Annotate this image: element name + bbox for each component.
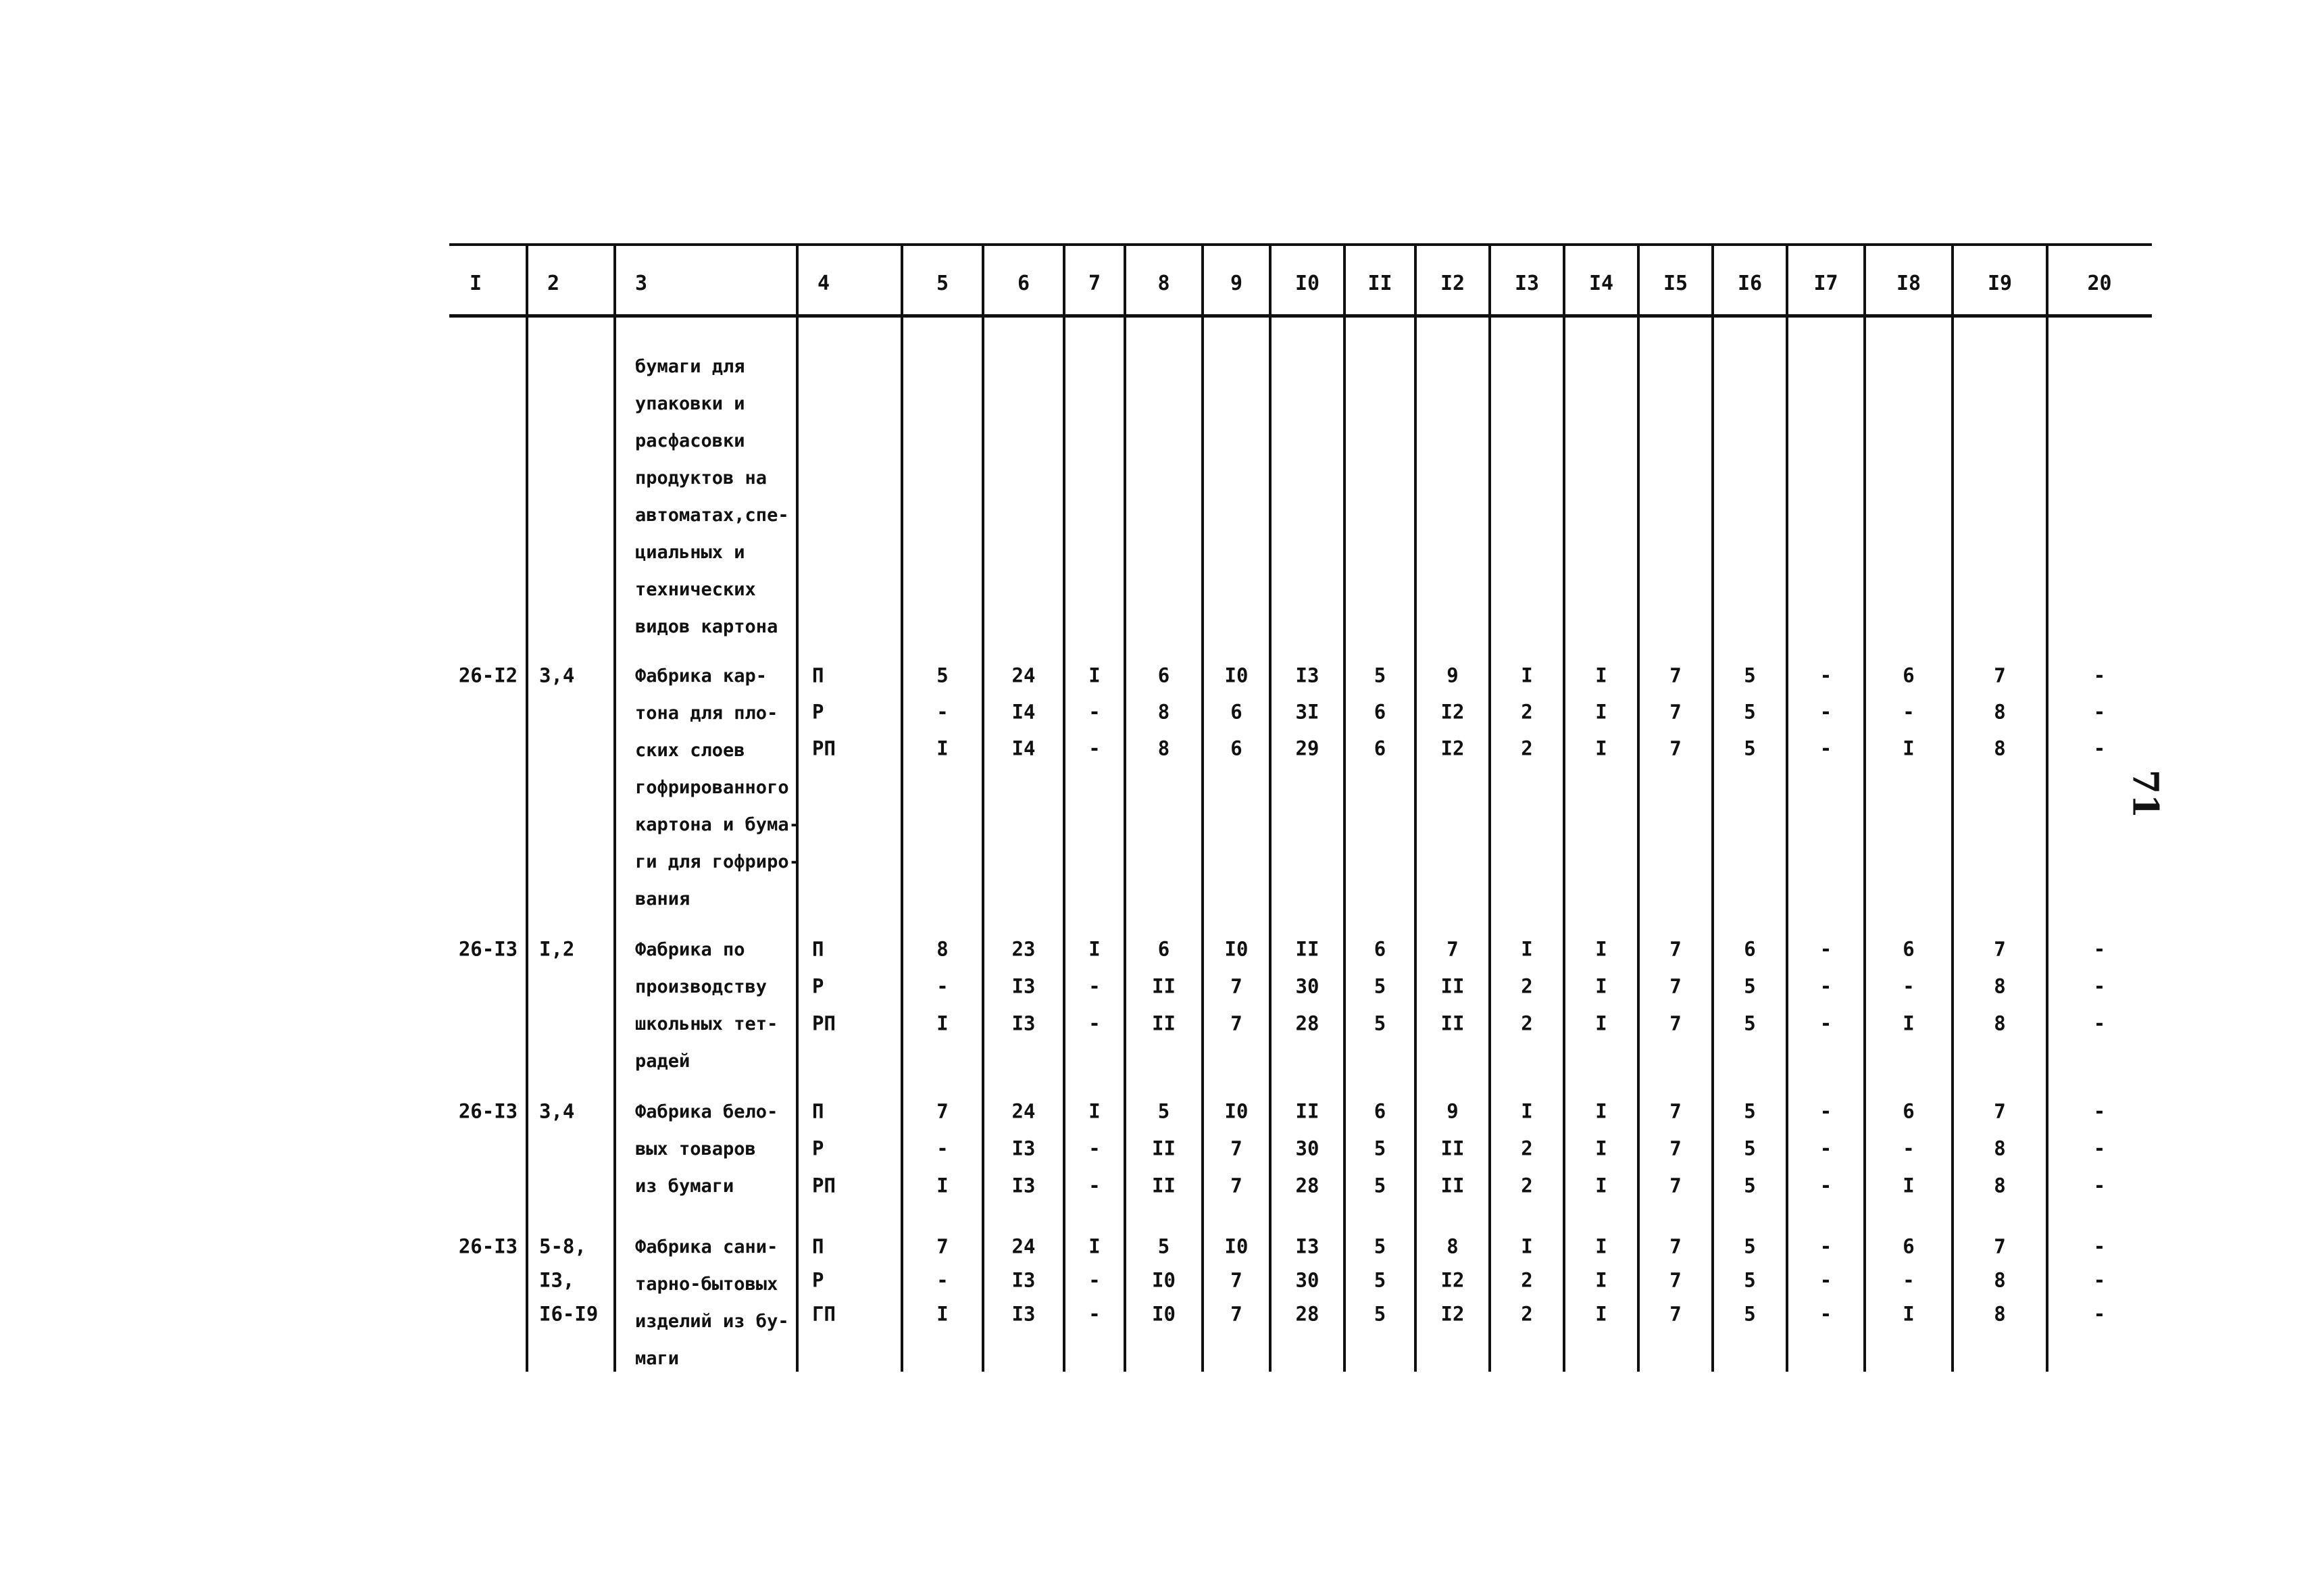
column-header: I2 [1440, 272, 1465, 295]
table-cell: 8 [1994, 700, 2006, 724]
row-group-number: 3,4 [539, 664, 575, 687]
table-cell: 5 [1374, 1012, 1386, 1035]
table-cell: 28 [1295, 1012, 1319, 1035]
table-cell: - [2093, 1174, 2106, 1197]
table-cell: - [936, 1268, 949, 1292]
table-cell: - [1819, 700, 1832, 724]
description-line: изделий из бу- [635, 1311, 789, 1332]
description-line: из бумаги [635, 1176, 734, 1197]
row-code: 26-I3 [458, 1099, 518, 1123]
table-cell: I0 [1224, 1099, 1249, 1123]
table-cell: 8 [1994, 1137, 2006, 1160]
description-line: Фабрика кар- [635, 666, 768, 687]
description-line: радей [635, 1051, 690, 1072]
table-cell: - [2093, 700, 2106, 724]
table-cell: 8 [1994, 1174, 2006, 1197]
table-cell: - [2093, 1268, 2106, 1292]
table-cell: 6 [1903, 664, 1915, 687]
table-cell: I [936, 1302, 949, 1326]
table-cell: - [1903, 1137, 1915, 1160]
table-cell: 2 [1521, 1268, 1533, 1292]
table-cell: 6 [1374, 937, 1386, 961]
table-cell: 5 [1374, 974, 1386, 998]
description-line: расфасовки [635, 430, 745, 451]
table-cell: I0 [1152, 1302, 1176, 1326]
table-cell: II [1440, 1174, 1465, 1197]
table-cell: - [1819, 1268, 1832, 1292]
table-cell: - [1819, 1235, 1832, 1258]
table-cell: I [1521, 937, 1533, 961]
table-cell: I0 [1224, 664, 1249, 687]
table-cell: I4 [1011, 700, 1036, 724]
description-line: маги [635, 1348, 680, 1369]
table-cell: I [1595, 1012, 1607, 1035]
table-cell: I [1595, 1174, 1607, 1197]
table-cell: 6 [1744, 937, 1756, 961]
table-cell: I [1595, 1302, 1607, 1326]
table-cell: 23 [1011, 937, 1036, 961]
table-cell: I [936, 1174, 949, 1197]
table-cell: I2 [1440, 1268, 1465, 1292]
column-divider [1063, 243, 1065, 1372]
row-code: 26-I3 [458, 1235, 518, 1258]
table-cell: - [1819, 737, 1832, 760]
column-header: I0 [1294, 272, 1320, 295]
column-header: 5 [936, 272, 949, 295]
column-divider [2046, 243, 2048, 1372]
row-label: Р [812, 1268, 824, 1292]
table-cell: 5 [1374, 1302, 1386, 1326]
table-cell: - [1903, 1268, 1915, 1292]
table-cell: - [1819, 1012, 1832, 1035]
table-cell: - [1819, 1174, 1832, 1197]
table-cell: 6 [1157, 937, 1170, 961]
table-cell: 6 [1903, 1099, 1915, 1123]
table-cell: 9 [1447, 664, 1459, 687]
row-label: Р [812, 1137, 824, 1160]
table-cell: I [1595, 664, 1607, 687]
table-cell: - [2093, 1137, 2106, 1160]
table-cell: 5 [1157, 1099, 1170, 1123]
table-cell: - [1088, 1174, 1101, 1197]
row-group-number: I,2 [539, 937, 575, 961]
description-line: производству [635, 976, 768, 997]
column-header: 6 [1017, 272, 1030, 295]
description-line: гофрированного [635, 777, 789, 798]
column-header: I4 [1588, 272, 1614, 295]
row-group-number: 5-8, [539, 1235, 586, 1258]
table-cell: I [936, 1012, 949, 1035]
table-cell: 7 [1669, 1137, 1682, 1160]
table-cell: I2 [1440, 737, 1465, 760]
table-cell: II [1440, 1137, 1465, 1160]
table-cell: 5 [1374, 664, 1386, 687]
row-label: РП [812, 737, 836, 760]
table-cell: 5 [1744, 1235, 1756, 1258]
description-line: картона и бума- [635, 814, 800, 835]
table-cell: I [1595, 1137, 1607, 1160]
table-cell: - [1819, 1099, 1832, 1123]
table-cell: 5 [1744, 737, 1756, 760]
table-cell: I [1903, 1302, 1915, 1326]
row-group-number: I6-I9 [539, 1302, 599, 1326]
table-cell: 6 [1230, 700, 1242, 724]
row-group-number: 3,4 [539, 1099, 575, 1123]
table-cell: 7 [1447, 937, 1459, 961]
column-header: 8 [1157, 272, 1170, 295]
row-label: РП [812, 1012, 836, 1035]
description-line: Фабрика бело- [635, 1101, 778, 1122]
table-cell: 6 [1374, 737, 1386, 760]
table-cell: 8 [1994, 737, 2006, 760]
table-cell: 5 [1744, 664, 1756, 687]
table-cell: - [1903, 700, 1915, 724]
table-cell: 24 [1011, 1099, 1036, 1123]
table-cell: 7 [1669, 1174, 1682, 1197]
table-cell: 7 [1230, 974, 1242, 998]
table-cell: 2 [1521, 1302, 1533, 1326]
table-cell: 6 [1157, 664, 1170, 687]
row-label: П [812, 1235, 824, 1258]
column-divider [1711, 243, 1714, 1372]
column-header: I7 [1813, 272, 1838, 295]
table-cell: 30 [1295, 1137, 1319, 1160]
column-header: 2 [547, 272, 560, 295]
table-cell: 24 [1011, 664, 1036, 687]
table-cell: 9 [1447, 1099, 1459, 1123]
table-cell: 5 [1374, 1235, 1386, 1258]
description-line: видов картона [635, 616, 778, 637]
table-cell: 7 [1230, 1012, 1242, 1035]
row-label: Р [812, 700, 824, 724]
description-line: вания [635, 889, 690, 909]
table-cell: 7 [1669, 737, 1682, 760]
table-cell: 29 [1295, 737, 1319, 760]
table-cell: - [1819, 664, 1832, 687]
table-cell: 8 [1994, 1268, 2006, 1292]
table-cell: 5 [1374, 1174, 1386, 1197]
column-header: 4 [818, 272, 830, 295]
description-line: ских слоев [635, 740, 745, 761]
row-label: П [812, 664, 824, 687]
table-cell: I [1903, 1012, 1915, 1035]
column-divider [1414, 243, 1417, 1372]
table-cell: 8 [1447, 1235, 1459, 1258]
column-divider [1863, 243, 1866, 1372]
row-label: Р [812, 974, 824, 998]
table-cell: 5 [1744, 974, 1756, 998]
table-cell: 5 [1744, 1268, 1756, 1292]
column-divider [1488, 243, 1491, 1372]
column-divider [982, 243, 984, 1372]
table-cell: I0 [1224, 1235, 1249, 1258]
column-divider [1786, 243, 1788, 1372]
row-label: ГП [812, 1302, 836, 1326]
table-cell: 30 [1295, 974, 1319, 998]
table-cell: I [1595, 1268, 1607, 1292]
column-divider [1269, 243, 1272, 1372]
table-cell: II [1295, 937, 1319, 961]
table-cell: 2 [1521, 700, 1533, 724]
table-cell: - [1819, 937, 1832, 961]
column-divider [613, 243, 616, 1372]
table-cell: I [1521, 1235, 1533, 1258]
table-cell: 24 [1011, 1235, 1036, 1258]
table-cell: 7 [936, 1099, 949, 1123]
table-cell: 6 [1903, 937, 1915, 961]
table-cell: - [1088, 737, 1101, 760]
table-cell: 8 [1994, 974, 2006, 998]
table-cell: 6 [1374, 700, 1386, 724]
table-cell: 5 [1744, 1012, 1756, 1035]
table-cell: - [2093, 1302, 2106, 1326]
table-cell: 7 [1994, 937, 2006, 961]
column-header: 7 [1088, 272, 1101, 295]
table-cell: 6 [1903, 1235, 1915, 1258]
column-header: 9 [1230, 272, 1243, 295]
table-cell: - [936, 1137, 949, 1160]
table-cell: 7 [1669, 974, 1682, 998]
table-cell: 2 [1521, 1174, 1533, 1197]
column-divider [526, 243, 528, 1372]
table-cell: 28 [1295, 1174, 1319, 1197]
table-cell: - [2093, 1099, 2106, 1123]
table-cell: I [1595, 737, 1607, 760]
table-cell: - [1819, 1137, 1832, 1160]
table-cell: I [1903, 737, 1915, 760]
description-line: ги для гофриро- [635, 851, 800, 872]
table-cell: 7 [1669, 1012, 1682, 1035]
table-cell: I [1595, 1235, 1607, 1258]
table-cell: - [2093, 664, 2106, 687]
row-code: 26-I3 [458, 937, 518, 961]
description-line: циальных и [635, 542, 745, 563]
page-number: 71 [2124, 769, 2166, 819]
table-cell: I3 [1295, 1235, 1319, 1258]
table-cell: II [1152, 1137, 1176, 1160]
table-cell: 8 [1994, 1302, 2006, 1326]
table-cell: - [2093, 1012, 2106, 1035]
table-cell: I3 [1011, 1174, 1036, 1197]
table-cell: I2 [1440, 700, 1465, 724]
table-cell: - [1088, 1012, 1101, 1035]
table-cell: - [936, 700, 949, 724]
table-cell: - [2093, 937, 2106, 961]
row-label: П [812, 937, 824, 961]
table-cell: - [1088, 1302, 1101, 1326]
description-line: технических [635, 579, 756, 600]
table-cell: I [1595, 974, 1607, 998]
table-cell: I [1595, 700, 1607, 724]
table-cell: 7 [1230, 1137, 1242, 1160]
table-cell: 7 [1669, 937, 1682, 961]
table-cell: II [1152, 974, 1176, 998]
table-cell: I3 [1011, 1012, 1036, 1035]
table-cell: II [1440, 1012, 1465, 1035]
table-cell: I [1088, 937, 1101, 961]
column-header: I6 [1737, 272, 1763, 295]
column-header: I3 [1514, 272, 1540, 295]
row-label: РП [812, 1174, 836, 1197]
table-cell: II [1152, 1012, 1176, 1035]
table-cell: 5 [1744, 1099, 1756, 1123]
table-cell: 5 [1744, 1174, 1756, 1197]
description-line: продуктов на [635, 468, 768, 489]
table-cell: 7 [1994, 1099, 2006, 1123]
table-cell: II [1152, 1174, 1176, 1197]
table-cell: 7 [1669, 1268, 1682, 1292]
table-cell: I3 [1011, 1302, 1036, 1326]
table-cell: 8 [1157, 737, 1170, 760]
table-cell: 8 [1994, 1012, 2006, 1035]
table-cell: 7 [1669, 664, 1682, 687]
table-cell: 2 [1521, 1012, 1533, 1035]
column-header: I9 [1987, 272, 2013, 295]
table-cell: 2 [1521, 737, 1533, 760]
column-header: II [1367, 272, 1392, 295]
table-cell: 7 [1669, 700, 1682, 724]
description-line: бумаги для [635, 356, 745, 377]
table-cell: 6 [1374, 1099, 1386, 1123]
row-group-number: I3, [539, 1268, 575, 1292]
table-cell: I [1088, 1235, 1101, 1258]
column-divider [1563, 243, 1565, 1372]
table-cell: - [2093, 1235, 2106, 1258]
table-cell: - [1088, 700, 1101, 724]
table-cell: II [1295, 1099, 1319, 1123]
table-cell: 7 [1994, 1235, 2006, 1258]
table-cell: 6 [1230, 737, 1242, 760]
table-header-rule [449, 314, 2152, 318]
table-top-rule [449, 243, 2152, 246]
description-line: автоматах,спе- [635, 505, 789, 526]
column-divider [1951, 243, 1954, 1372]
table-cell: 5 [1744, 1137, 1756, 1160]
table-cell: I [1088, 1099, 1101, 1123]
table-cell: 7 [1669, 1099, 1682, 1123]
table-cell: 3I [1295, 700, 1319, 724]
table-cell: 5 [1374, 1137, 1386, 1160]
table-cell: - [1903, 974, 1915, 998]
column-header: I5 [1663, 272, 1688, 295]
table-cell: I0 [1224, 937, 1249, 961]
description-line: Фабрика по [635, 939, 745, 960]
table-cell: 7 [1230, 1174, 1242, 1197]
table-cell: 7 [1669, 1302, 1682, 1326]
table-cell: 30 [1295, 1268, 1319, 1292]
description-line: вых товаров [635, 1139, 756, 1159]
table-cell: 7 [1994, 664, 2006, 687]
table-cell: - [936, 974, 949, 998]
table-cell: 2 [1521, 974, 1533, 998]
table-cell: I3 [1011, 1268, 1036, 1292]
column-divider [901, 243, 903, 1372]
table-cell: 7 [1230, 1302, 1242, 1326]
table-cell: I [936, 737, 949, 760]
column-header: I [470, 272, 482, 295]
table-cell: - [1819, 974, 1832, 998]
description-line: тона для пло- [635, 703, 778, 724]
description-line: школьных тет- [635, 1014, 778, 1034]
table-cell: 8 [1157, 700, 1170, 724]
table-cell: 5 [1374, 1268, 1386, 1292]
table-cell: I [1521, 664, 1533, 687]
table-cell: I [1903, 1174, 1915, 1197]
column-header: 3 [635, 272, 648, 295]
column-divider [1124, 243, 1126, 1372]
description-line: Фабрика сани- [635, 1237, 778, 1257]
table-cell: I3 [1011, 974, 1036, 998]
description-line: тарно-бытовых [635, 1274, 778, 1295]
table-cell: 5 [1744, 1302, 1756, 1326]
table-cell: II [1440, 974, 1465, 998]
column-header: 20 [2087, 272, 2112, 295]
table-cell: - [1088, 1137, 1101, 1160]
column-divider [1201, 243, 1204, 1372]
table-cell: I [1595, 937, 1607, 961]
table-cell: I [1595, 1099, 1607, 1123]
column-divider [1637, 243, 1640, 1372]
row-label: П [812, 1099, 824, 1123]
table-cell: I3 [1011, 1137, 1036, 1160]
table-cell: - [2093, 737, 2106, 760]
table-cell: 5 [1157, 1235, 1170, 1258]
table-cell: 7 [936, 1235, 949, 1258]
table-cell: 7 [1230, 1268, 1242, 1292]
table-cell: I4 [1011, 737, 1036, 760]
table-cell: I0 [1152, 1268, 1176, 1292]
table-cell: 5 [1744, 700, 1756, 724]
table-cell: I3 [1295, 664, 1319, 687]
table-cell: I [1521, 1099, 1533, 1123]
table-cell: I [1088, 664, 1101, 687]
table-cell: - [1088, 1268, 1101, 1292]
table-cell: - [1088, 974, 1101, 998]
description-line: упаковки и [635, 393, 745, 414]
table-cell: 5 [936, 664, 949, 687]
table-cell: 8 [936, 937, 949, 961]
table-cell: 7 [1669, 1235, 1682, 1258]
table-cell: 2 [1521, 1137, 1533, 1160]
table-cell: - [2093, 974, 2106, 998]
column-header: I8 [1896, 272, 1921, 295]
row-code: 26-I2 [458, 664, 518, 687]
table-cell: I2 [1440, 1302, 1465, 1326]
table-cell: - [1819, 1302, 1832, 1326]
table-cell: 28 [1295, 1302, 1319, 1326]
column-divider [1343, 243, 1346, 1372]
